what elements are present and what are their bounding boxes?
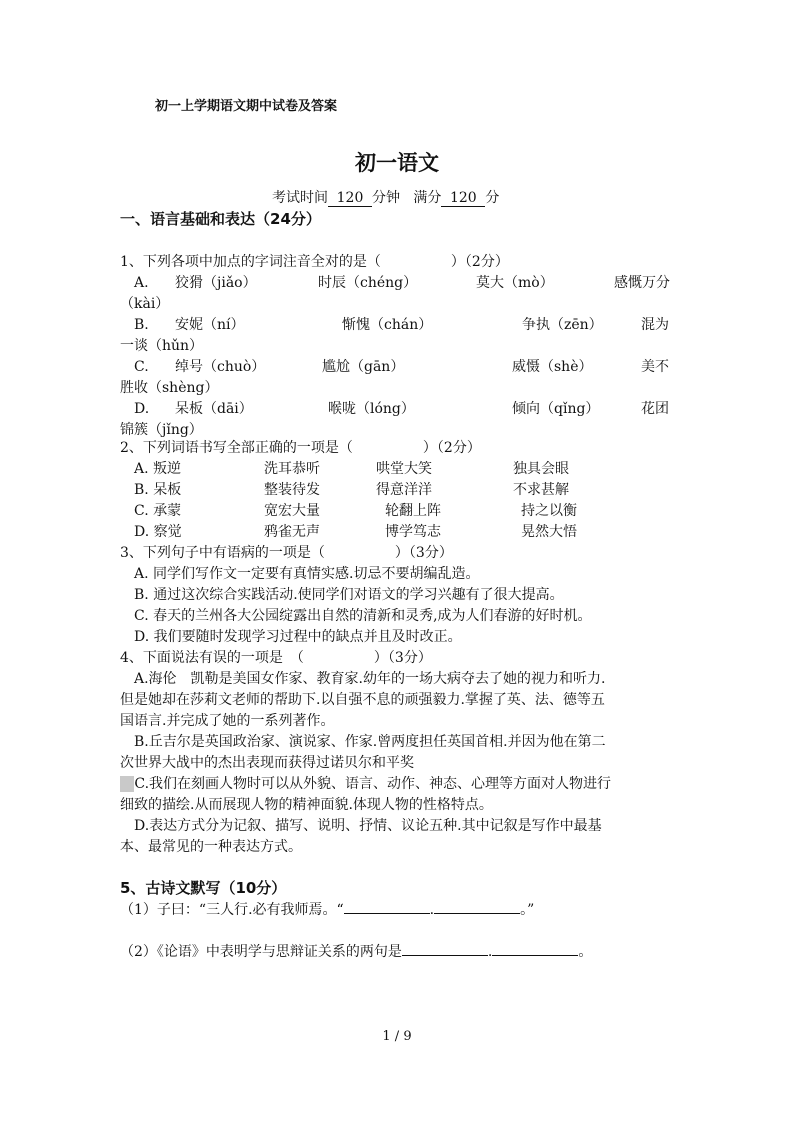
page-number: 1 / 9 bbox=[382, 1029, 412, 1044]
q3-option-b: B. 通过这次综合实践活动.使同学们对语文的学习兴趣有了很大提高。 bbox=[134, 587, 564, 603]
q2-option-c-1: C. 承蒙 bbox=[134, 503, 182, 519]
q1-option-a-4: 感慨万分 bbox=[614, 275, 670, 291]
q2-option-b-2: 整装待发 bbox=[264, 482, 320, 498]
q1-option-a-letter: A. bbox=[134, 275, 149, 291]
q2-option-c-2: 宽宏大量 bbox=[264, 503, 320, 519]
q1-option-c-cont: 胜收（shèng） bbox=[120, 380, 219, 396]
q1-option-b-1: 安妮（ní） bbox=[175, 317, 245, 333]
q5-item-1-blank-1[interactable] bbox=[344, 899, 430, 914]
q2-option-a-2: 洗耳恭听 bbox=[264, 461, 320, 477]
q1-option-b-cont: 一谈（hǔn） bbox=[120, 338, 204, 354]
exam-title: 初一语文 bbox=[355, 150, 439, 175]
q2-option-c-4: 持之以衡 bbox=[521, 503, 577, 519]
q3-option-c: C. 春天的兰州各大公园绽露出自然的清新和灵秀,成为人们春游的好时机。 bbox=[134, 608, 592, 624]
q1-option-c-1: 绰号（chuò） bbox=[175, 359, 266, 375]
q4-option-a-line2: 但是她却在莎莉文老师的帮助下.以自强不息的顽强毅力.掌握了英、法、德等五 bbox=[120, 692, 605, 708]
q5-item-2-suffix: 。 bbox=[578, 944, 593, 960]
q1-option-d-letter: D. bbox=[134, 401, 150, 417]
q5-item-2-blank-1[interactable] bbox=[402, 941, 488, 956]
q4-option-b-line2: 次世界大战中的杰出表现而获得过诺贝尔和平奖 bbox=[120, 755, 414, 771]
question-4-stem: 4、下面说法有误的一项是 （ ）（3分） bbox=[120, 650, 432, 666]
q2-option-b-1: B. 呆板 bbox=[134, 482, 182, 498]
q1-option-a-3: 莫大（mò） bbox=[476, 275, 554, 291]
q1-option-a-2: 时辰（chéng） bbox=[318, 275, 418, 291]
q1-option-c-3: 威慑（shè） bbox=[512, 359, 593, 375]
section-heading: 一、语言基础和表达（24分） bbox=[120, 210, 321, 228]
q5-item-1-blank-2[interactable] bbox=[434, 899, 520, 914]
q5-item-2-prefix: （2）《论语》中表明学与思辩证关系的两句是 bbox=[120, 944, 402, 960]
q2-option-d-4: 晃然大悟 bbox=[521, 524, 577, 540]
q1-option-b-letter: B. bbox=[134, 317, 149, 333]
selection-highlight bbox=[120, 776, 134, 792]
q4-option-c-text: C.我们在刻画人物时可以从外貌、语言、动作、神态、心理等方面对人物进行 bbox=[134, 776, 612, 792]
question-3-stem: 3、下列句子中有语病的一项是（ ）（3分） bbox=[120, 545, 453, 561]
q1-option-b-3: 争执（zēn） bbox=[522, 317, 603, 333]
q2-option-b-3: 得意洋洋 bbox=[376, 482, 432, 498]
q3-option-d: D. 我们要随时发现学习过程中的缺点并且及时改正。 bbox=[134, 629, 462, 645]
q1-option-c-2: 尴尬（gān） bbox=[322, 359, 405, 375]
time-label: 考试时间 bbox=[272, 190, 328, 206]
q1-option-d-cont: 锦簇（jǐng） bbox=[120, 422, 203, 438]
q4-option-d-line2: 本、最常见的一种表达方式。 bbox=[120, 839, 302, 855]
q2-option-d-1: D. 察觉 bbox=[134, 524, 182, 540]
question-2-stem: 2、下列词语书写全部正确的一项是（ ）（2分） bbox=[120, 440, 481, 456]
q1-option-d-1: 呆板（dāi） bbox=[175, 401, 253, 417]
q5-item-1-prefix: （1）子曰：“三人行.必有我师焉。“ bbox=[120, 902, 344, 918]
q1-option-c-letter: C. bbox=[134, 359, 149, 375]
q5-item-2 bbox=[120, 941, 592, 962]
q2-option-a-4: 独具会眼 bbox=[513, 461, 569, 477]
time-value: 120 bbox=[328, 190, 372, 207]
q2-option-a-1: A. 叛逆 bbox=[134, 461, 182, 477]
q1-option-b-4: 混为 bbox=[641, 317, 669, 333]
q5-item-2-separator: . bbox=[487, 944, 493, 960]
q2-option-d-3: 博学笃志 bbox=[385, 524, 441, 540]
q1-option-a-cont: （kài） bbox=[120, 296, 170, 312]
exam-info bbox=[272, 188, 499, 208]
q5-item-1-separator: . bbox=[429, 902, 435, 918]
q2-option-d-2: 鸦雀无声 bbox=[264, 524, 320, 540]
document-header: 初一上学期语文期中试卷及答案 bbox=[155, 99, 338, 114]
q5-item-1 bbox=[120, 899, 534, 920]
q1-option-d-2: 喉咙（lóng） bbox=[328, 401, 415, 417]
q4-option-d-line1: D.表达方式分为记叙、描写、说明、抒情、议论五种.其中记叙是写作中最基 bbox=[134, 818, 602, 834]
score-label: 满分 bbox=[413, 190, 442, 206]
q4-option-a-line1: A.海伦 凯勒是美国女作家、教育家.幼年的一场大病夺去了她的视力和听力. bbox=[134, 671, 606, 687]
q1-option-c-4: 美不 bbox=[641, 359, 669, 375]
q5-item-2-blank-2[interactable] bbox=[492, 941, 578, 956]
q2-option-c-3: 轮翻上阵 bbox=[385, 503, 441, 519]
score-unit: 分 bbox=[485, 190, 500, 206]
question-5-title: 5、古诗文默写（10分） bbox=[120, 879, 287, 897]
q1-option-d-4: 花团 bbox=[641, 401, 669, 417]
q1-option-a-1: 狡猾（jiǎo） bbox=[175, 275, 257, 291]
q4-option-c-line1 bbox=[120, 774, 611, 794]
q1-option-d-3: 倾向（qǐng） bbox=[512, 401, 600, 417]
q5-item-1-suffix: 。” bbox=[520, 902, 535, 918]
q2-option-b-4: 不求甚解 bbox=[513, 482, 569, 498]
question-1-stem: 1、下列各项中加点的字词注音全对的是（ ）（2分） bbox=[120, 254, 509, 270]
q4-option-a-line3: 国语言.并完成了她的一系列著作。 bbox=[120, 713, 335, 729]
q4-option-b-line1: B.丘吉尔是英国政治家、演说家、作家.曾两度担任英国首相.并因为他在第二 bbox=[134, 734, 606, 750]
q3-option-a: A. 同学们写作文一定要有真情实感.切忌不要胡编乱造。 bbox=[134, 566, 480, 582]
q1-option-b-2: 惭愧（chán） bbox=[342, 317, 433, 333]
q2-option-a-3: 哄堂大笑 bbox=[376, 461, 432, 477]
time-unit: 分钟 bbox=[372, 190, 400, 206]
score-value: 120 bbox=[441, 190, 485, 207]
q4-option-c-line2: 细致的描绘.从而展现人物的精神面貌.体现人物的性格特点。 bbox=[120, 797, 493, 813]
